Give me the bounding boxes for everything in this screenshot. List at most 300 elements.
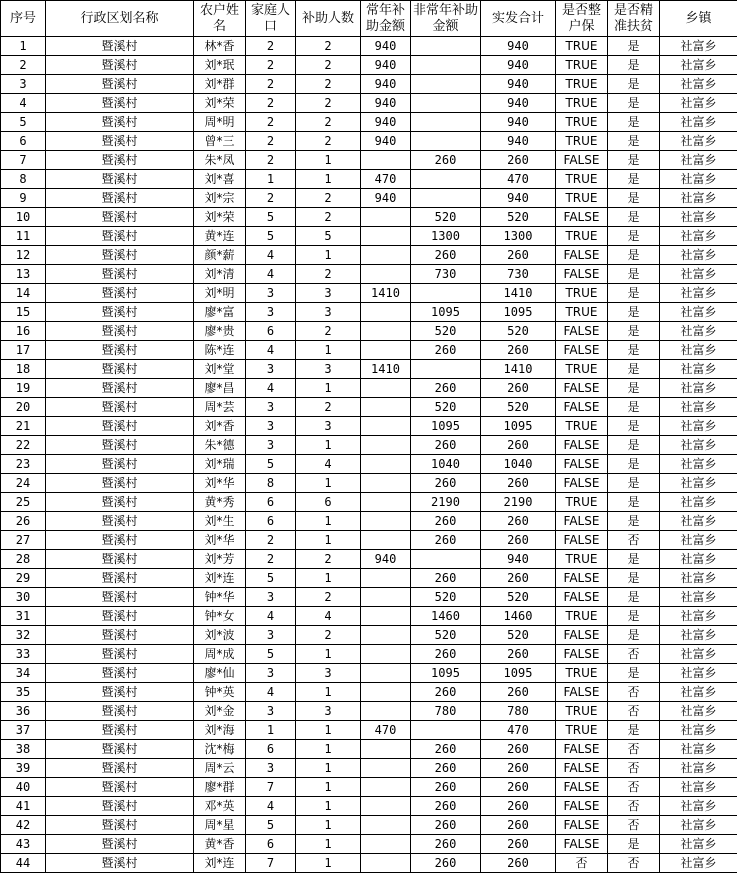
cell-index: 18 [1,360,46,379]
cell-subsidized-count: 2 [296,94,361,113]
cell-household-size: 2 [246,151,296,170]
cell-targeted-poverty: 是 [608,626,660,645]
cell-farmer-name: 刘*堂 [194,360,246,379]
col-header-farmer-name: 农户姓名 [194,1,246,37]
cell-subsidized-count: 1 [296,816,361,835]
cell-whole-household: FALSE [556,322,608,341]
cell-index: 43 [1,835,46,854]
table-row [1,664,737,683]
cell-regular-subsidy: 940 [361,550,411,569]
cell-irregular-subsidy: 260 [411,246,481,265]
cell-targeted-poverty: 否 [608,531,660,550]
cell-regular-subsidy [361,797,411,816]
cell-targeted-poverty: 是 [608,512,660,531]
cell-township: 社富乡 [660,512,737,531]
cell-irregular-subsidy [411,284,481,303]
cell-whole-household: TRUE [556,702,608,721]
cell-irregular-subsidy: 260 [411,740,481,759]
cell-subsidized-count: 3 [296,664,361,683]
cell-village: 暨溪村 [46,170,194,189]
cell-farmer-name: 刘*连 [194,569,246,588]
table-row [1,588,737,607]
cell-targeted-poverty: 是 [608,474,660,493]
cell-total-paid: 730 [481,265,556,284]
cell-household-size: 6 [246,835,296,854]
cell-total-paid: 2190 [481,493,556,512]
cell-subsidized-count: 2 [296,265,361,284]
cell-village: 暨溪村 [46,816,194,835]
cell-total-paid: 1040 [481,455,556,474]
cell-total-paid: 260 [481,835,556,854]
table-row [1,835,737,854]
cell-regular-subsidy: 940 [361,75,411,94]
cell-targeted-poverty: 是 [608,94,660,113]
table-row [1,759,737,778]
table-row [1,360,737,379]
cell-village: 暨溪村 [46,474,194,493]
cell-township: 社富乡 [660,170,737,189]
cell-subsidized-count: 1 [296,759,361,778]
cell-regular-subsidy: 470 [361,721,411,740]
cell-whole-household: FALSE [556,683,608,702]
header-row [1,1,737,37]
cell-farmer-name: 刘*喜 [194,170,246,189]
cell-total-paid: 260 [481,246,556,265]
cell-whole-household: FALSE [556,645,608,664]
table-row [1,721,737,740]
cell-irregular-subsidy [411,75,481,94]
table-row [1,531,737,550]
cell-targeted-poverty: 否 [608,759,660,778]
cell-targeted-poverty: 否 [608,797,660,816]
table-row [1,37,737,56]
cell-targeted-poverty: 否 [608,778,660,797]
cell-total-paid: 260 [481,683,556,702]
cell-household-size: 2 [246,56,296,75]
cell-index: 37 [1,721,46,740]
cell-farmer-name: 刘*生 [194,512,246,531]
cell-farmer-name: 刘*波 [194,626,246,645]
cell-index: 30 [1,588,46,607]
cell-household-size: 2 [246,132,296,151]
cell-village: 暨溪村 [46,189,194,208]
cell-township: 社富乡 [660,379,737,398]
cell-regular-subsidy [361,474,411,493]
cell-whole-household: TRUE [556,360,608,379]
cell-regular-subsidy [361,816,411,835]
cell-farmer-name: 朱*德 [194,436,246,455]
cell-total-paid: 940 [481,132,556,151]
cell-irregular-subsidy: 260 [411,759,481,778]
col-header-targeted-poverty: 是否精准扶贫 [608,1,660,37]
cell-total-paid: 260 [481,778,556,797]
cell-whole-household: TRUE [556,94,608,113]
cell-household-size: 2 [246,531,296,550]
col-header-village: 行政区划名称 [46,1,194,37]
cell-household-size: 6 [246,493,296,512]
cell-subsidized-count: 1 [296,436,361,455]
col-header-total-paid: 实发合计 [481,1,556,37]
cell-regular-subsidy: 940 [361,94,411,113]
cell-regular-subsidy [361,835,411,854]
cell-farmer-name: 黄*秀 [194,493,246,512]
cell-total-paid: 940 [481,94,556,113]
cell-index: 22 [1,436,46,455]
cell-village: 暨溪村 [46,854,194,873]
cell-regular-subsidy [361,588,411,607]
cell-household-size: 3 [246,398,296,417]
cell-total-paid: 260 [481,854,556,873]
cell-irregular-subsidy: 520 [411,588,481,607]
table-row [1,208,737,227]
cell-whole-household: FALSE [556,379,608,398]
table-row [1,683,737,702]
cell-subsidized-count: 1 [296,778,361,797]
cell-household-size: 6 [246,322,296,341]
cell-whole-household: TRUE [556,721,608,740]
cell-subsidized-count: 2 [296,37,361,56]
cell-irregular-subsidy: 260 [411,835,481,854]
cell-household-size: 5 [246,455,296,474]
cell-regular-subsidy [361,455,411,474]
cell-whole-household: TRUE [556,113,608,132]
cell-total-paid: 260 [481,816,556,835]
cell-regular-subsidy [361,151,411,170]
table-row [1,417,737,436]
cell-farmer-name: 刘*瑞 [194,455,246,474]
cell-township: 社富乡 [660,569,737,588]
cell-targeted-poverty: 是 [608,189,660,208]
cell-index: 24 [1,474,46,493]
cell-total-paid: 940 [481,189,556,208]
cell-index: 25 [1,493,46,512]
cell-village: 暨溪村 [46,75,194,94]
col-header-regular-subsidy: 常年补助金额 [361,1,411,37]
cell-village: 暨溪村 [46,702,194,721]
cell-irregular-subsidy: 260 [411,151,481,170]
cell-total-paid: 470 [481,721,556,740]
cell-whole-household: TRUE [556,493,608,512]
cell-regular-subsidy [361,417,411,436]
table-row [1,189,737,208]
cell-whole-household: FALSE [556,512,608,531]
cell-household-size: 6 [246,740,296,759]
table-row [1,170,737,189]
cell-whole-household: FALSE [556,569,608,588]
cell-regular-subsidy [361,607,411,626]
cell-total-paid: 520 [481,208,556,227]
cell-irregular-subsidy [411,56,481,75]
cell-whole-household: TRUE [556,550,608,569]
cell-household-size: 4 [246,246,296,265]
cell-index: 20 [1,398,46,417]
cell-household-size: 5 [246,227,296,246]
cell-whole-household: FALSE [556,265,608,284]
cell-farmer-name: 刘*明 [194,284,246,303]
cell-index: 16 [1,322,46,341]
cell-whole-household: TRUE [556,132,608,151]
cell-whole-household: FALSE [556,740,608,759]
cell-village: 暨溪村 [46,550,194,569]
cell-household-size: 3 [246,626,296,645]
cell-index: 15 [1,303,46,322]
cell-whole-household: TRUE [556,664,608,683]
cell-targeted-poverty: 是 [608,75,660,94]
table-row [1,512,737,531]
cell-village: 暨溪村 [46,683,194,702]
cell-whole-household: TRUE [556,189,608,208]
cell-household-size: 5 [246,208,296,227]
col-header-household-size: 家庭人口 [246,1,296,37]
cell-index: 9 [1,189,46,208]
cell-township: 社富乡 [660,75,737,94]
cell-irregular-subsidy: 1460 [411,607,481,626]
cell-whole-household: 否 [556,854,608,873]
cell-index: 41 [1,797,46,816]
cell-village: 暨溪村 [46,208,194,227]
col-header-whole-household: 是否整户保 [556,1,608,37]
cell-targeted-poverty: 是 [608,227,660,246]
cell-village: 暨溪村 [46,607,194,626]
cell-farmer-name: 沈*梅 [194,740,246,759]
cell-targeted-poverty: 是 [608,398,660,417]
cell-village: 暨溪村 [46,645,194,664]
cell-farmer-name: 周*芸 [194,398,246,417]
col-header-subsidized-count: 补助人数 [296,1,361,37]
cell-targeted-poverty: 是 [608,493,660,512]
cell-regular-subsidy [361,493,411,512]
cell-farmer-name: 林*香 [194,37,246,56]
cell-farmer-name: 廖*贵 [194,322,246,341]
cell-irregular-subsidy: 2190 [411,493,481,512]
cell-household-size: 4 [246,341,296,360]
cell-subsidized-count: 3 [296,284,361,303]
cell-irregular-subsidy [411,113,481,132]
table-row [1,56,737,75]
cell-regular-subsidy [361,436,411,455]
cell-farmer-name: 刘*金 [194,702,246,721]
cell-household-size: 6 [246,512,296,531]
cell-whole-household: TRUE [556,417,608,436]
cell-subsidized-count: 2 [296,626,361,645]
cell-village: 暨溪村 [46,493,194,512]
cell-regular-subsidy: 940 [361,132,411,151]
cell-index: 21 [1,417,46,436]
cell-village: 暨溪村 [46,265,194,284]
cell-regular-subsidy: 470 [361,170,411,189]
cell-household-size: 3 [246,284,296,303]
cell-farmer-name: 周*星 [194,816,246,835]
cell-whole-household: FALSE [556,816,608,835]
cell-index: 26 [1,512,46,531]
cell-targeted-poverty: 是 [608,550,660,569]
cell-subsidized-count: 1 [296,740,361,759]
cell-regular-subsidy [361,322,411,341]
cell-farmer-name: 廖*昌 [194,379,246,398]
cell-township: 社富乡 [660,683,737,702]
cell-total-paid: 1410 [481,284,556,303]
table-row [1,778,737,797]
cell-household-size: 2 [246,189,296,208]
cell-index: 39 [1,759,46,778]
cell-regular-subsidy [361,341,411,360]
cell-whole-household: TRUE [556,303,608,322]
cell-township: 社富乡 [660,360,737,379]
cell-township: 社富乡 [660,265,737,284]
cell-index: 36 [1,702,46,721]
cell-irregular-subsidy: 1040 [411,455,481,474]
cell-township: 社富乡 [660,189,737,208]
cell-township: 社富乡 [660,816,737,835]
cell-farmer-name: 刘*香 [194,417,246,436]
cell-irregular-subsidy: 260 [411,778,481,797]
cell-subsidized-count: 2 [296,588,361,607]
cell-total-paid: 1410 [481,360,556,379]
cell-household-size: 7 [246,854,296,873]
cell-targeted-poverty: 是 [608,455,660,474]
cell-regular-subsidy: 1410 [361,360,411,379]
cell-village: 暨溪村 [46,759,194,778]
cell-subsidized-count: 1 [296,683,361,702]
table-row [1,379,737,398]
cell-subsidized-count: 2 [296,208,361,227]
cell-whole-household: TRUE [556,284,608,303]
cell-regular-subsidy [361,379,411,398]
cell-index: 38 [1,740,46,759]
cell-village: 暨溪村 [46,531,194,550]
cell-index: 17 [1,341,46,360]
cell-farmer-name: 朱*凤 [194,151,246,170]
cell-regular-subsidy [361,664,411,683]
cell-farmer-name: 刘*海 [194,721,246,740]
cell-subsidized-count: 3 [296,702,361,721]
cell-subsidized-count: 1 [296,645,361,664]
cell-total-paid: 260 [481,341,556,360]
cell-irregular-subsidy [411,94,481,113]
cell-village: 暨溪村 [46,360,194,379]
cell-village: 暨溪村 [46,56,194,75]
cell-subsidized-count: 3 [296,360,361,379]
table-row [1,322,737,341]
table-row [1,607,737,626]
cell-township: 社富乡 [660,341,737,360]
cell-township: 社富乡 [660,778,737,797]
cell-subsidized-count: 1 [296,854,361,873]
cell-farmer-name: 廖*群 [194,778,246,797]
cell-regular-subsidy [361,683,411,702]
cell-index: 12 [1,246,46,265]
cell-total-paid: 1460 [481,607,556,626]
table-body [1,37,737,873]
cell-irregular-subsidy: 780 [411,702,481,721]
cell-index: 11 [1,227,46,246]
cell-subsidized-count: 1 [296,246,361,265]
cell-regular-subsidy [361,208,411,227]
cell-whole-household: FALSE [556,778,608,797]
cell-township: 社富乡 [660,664,737,683]
cell-farmer-name: 周*明 [194,113,246,132]
cell-household-size: 3 [246,664,296,683]
cell-household-size: 5 [246,816,296,835]
cell-township: 社富乡 [660,417,737,436]
cell-village: 暨溪村 [46,322,194,341]
cell-village: 暨溪村 [46,341,194,360]
cell-targeted-poverty: 是 [608,379,660,398]
cell-village: 暨溪村 [46,721,194,740]
cell-household-size: 3 [246,436,296,455]
cell-village: 暨溪村 [46,303,194,322]
cell-regular-subsidy [361,512,411,531]
cell-regular-subsidy [361,626,411,645]
cell-township: 社富乡 [660,854,737,873]
cell-township: 社富乡 [660,721,737,740]
cell-irregular-subsidy [411,37,481,56]
cell-regular-subsidy [361,759,411,778]
cell-village: 暨溪村 [46,664,194,683]
cell-targeted-poverty: 是 [608,56,660,75]
cell-household-size: 3 [246,303,296,322]
cell-village: 暨溪村 [46,626,194,645]
table-row [1,151,737,170]
cell-village: 暨溪村 [46,740,194,759]
cell-irregular-subsidy [411,360,481,379]
cell-regular-subsidy [361,398,411,417]
cell-regular-subsidy [361,265,411,284]
cell-whole-household: FALSE [556,151,608,170]
table-row [1,854,737,873]
cell-subsidized-count: 2 [296,132,361,151]
cell-regular-subsidy [361,531,411,550]
cell-targeted-poverty: 否 [608,816,660,835]
cell-township: 社富乡 [660,759,737,778]
cell-township: 社富乡 [660,455,737,474]
cell-whole-household: FALSE [556,246,608,265]
cell-targeted-poverty: 是 [608,341,660,360]
cell-farmer-name: 刘*华 [194,474,246,493]
cell-total-paid: 520 [481,588,556,607]
cell-village: 暨溪村 [46,37,194,56]
cell-total-paid: 260 [481,474,556,493]
cell-targeted-poverty: 是 [608,607,660,626]
cell-total-paid: 260 [481,151,556,170]
cell-household-size: 2 [246,113,296,132]
cell-subsidized-count: 2 [296,189,361,208]
cell-total-paid: 940 [481,113,556,132]
cell-targeted-poverty: 是 [608,721,660,740]
table-row [1,493,737,512]
cell-total-paid: 1095 [481,664,556,683]
cell-index: 32 [1,626,46,645]
cell-regular-subsidy: 1410 [361,284,411,303]
cell-township: 社富乡 [660,740,737,759]
cell-targeted-poverty: 否 [608,683,660,702]
cell-index: 7 [1,151,46,170]
table-row [1,75,737,94]
cell-household-size: 4 [246,797,296,816]
cell-village: 暨溪村 [46,398,194,417]
cell-township: 社富乡 [660,94,737,113]
cell-regular-subsidy: 940 [361,37,411,56]
cell-farmer-name: 刘*华 [194,531,246,550]
table-row [1,740,737,759]
cell-subsidized-count: 1 [296,531,361,550]
cell-total-paid: 260 [481,797,556,816]
cell-targeted-poverty: 否 [608,854,660,873]
cell-household-size: 3 [246,360,296,379]
cell-targeted-poverty: 是 [608,132,660,151]
cell-subsidized-count: 5 [296,227,361,246]
cell-farmer-name: 刘*芳 [194,550,246,569]
